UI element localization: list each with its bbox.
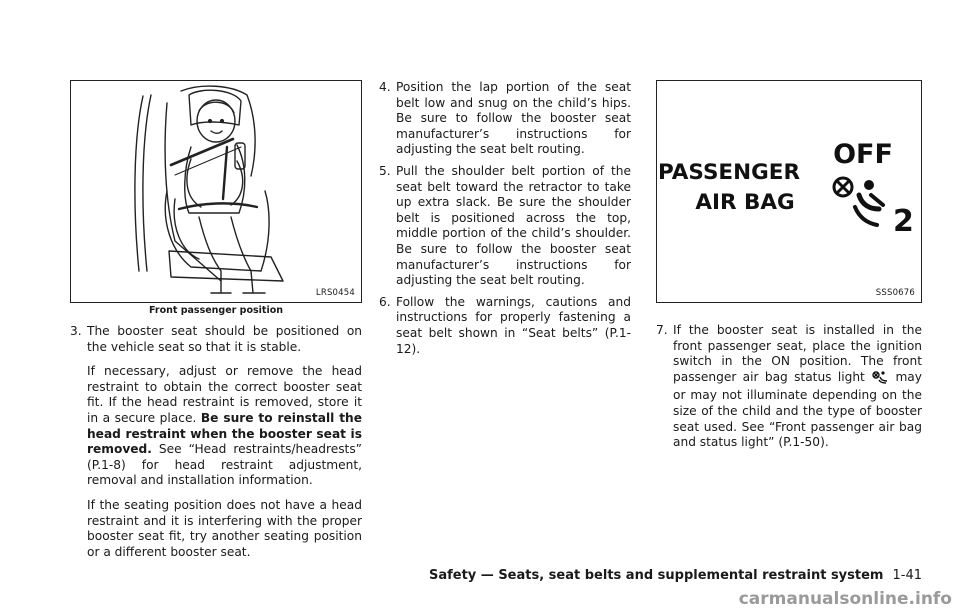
figure-airbag-indicator	[656, 80, 922, 303]
paragraph-text: If necessary, adjust or remove the head restraint to obtain the correct booster seat fit. If the head restraint is removed, store it in a secure place.	[87, 364, 362, 425]
item-number: 5.	[379, 163, 391, 178]
page-number: 1-41	[892, 568, 922, 583]
item-number: 6.	[379, 294, 391, 309]
list-item-5	[379, 164, 631, 289]
list-item-4	[379, 80, 631, 158]
figure-caption: Front passenger position	[149, 305, 283, 316]
item-3-paragraph-3: If the seating position does not have a head restraint and it is interfering with the proper booster seat fit, try another seating position or a different booster seat.	[87, 497, 362, 559]
item-number: 7.	[656, 323, 668, 337]
warning-text: Be sure to reinstall the head restraint when the booster seat is removed.	[87, 410, 362, 457]
list-item-7	[656, 323, 922, 451]
figure-code: SSS0676	[875, 288, 915, 298]
list-item-3	[70, 324, 362, 560]
list-item-6	[379, 295, 631, 357]
item-number: 3.	[70, 324, 82, 338]
item-text: may or may not illuminate depending on the size of the child and the type of booster seat used. See “Front passenger air bag and status light” (P.1-50).	[673, 369, 922, 450]
item-number: 4.	[379, 80, 391, 94]
child-booster-seat-illustration	[71, 81, 361, 302]
footer-section-title: Safety — Seats, seat belts and supplemental restraint system	[428, 568, 884, 583]
column-right	[656, 80, 922, 451]
item-text: Follow the warnings, cautions and instructions for properly fastening a seat belt shown in “Seat belts” (P.1-12).	[396, 294, 631, 356]
page-footer	[429, 568, 922, 583]
passenger-airbag-status-icon	[871, 370, 889, 389]
column-left	[70, 80, 362, 560]
figure-code: LRS0454	[315, 288, 355, 298]
passenger-airbag-off-icon	[834, 178, 914, 239]
item-text: If the booster seat is installed in the front passenger seat, place the ignition switch in the ON position. The front passenger air bag status light	[673, 323, 922, 384]
column-middle	[379, 80, 631, 357]
svg-text:2: 2	[893, 204, 914, 239]
item-3-paragraph-2	[70, 364, 362, 489]
label-line-1: PASSENGER	[658, 160, 800, 185]
figure-booster-seat	[70, 80, 362, 303]
label-line-2: AIR BAG	[695, 190, 795, 215]
passenger-airbag-label-illustration	[657, 81, 921, 302]
item-text: Pull the shoulder belt portion of the seat belt toward the retractor to take up extra slack. Be sure the shoulder belt is positioned across the top, middle portion of the child’s shoulder. Be sure to follow the booster seat manufacturer’s instructions for adjusting the seat belt routing.	[396, 163, 631, 288]
item-text: The booster seat should be positioned on the vehicle seat so that it is stable.	[87, 324, 362, 354]
paragraph-text: See “Head restraints/headrests” (P.1-8) for head restraint adjustment, removal and installation information.	[87, 442, 362, 488]
off-label: OFF	[833, 139, 893, 170]
watermark: carmanualsonline.info	[738, 589, 952, 609]
item-text: Position the lap portion of the seat belt low and snug on the child’s hips. Be sure to follow the booster seat manufacturer’s instructions for adjusting the seat belt routing.	[396, 80, 631, 157]
